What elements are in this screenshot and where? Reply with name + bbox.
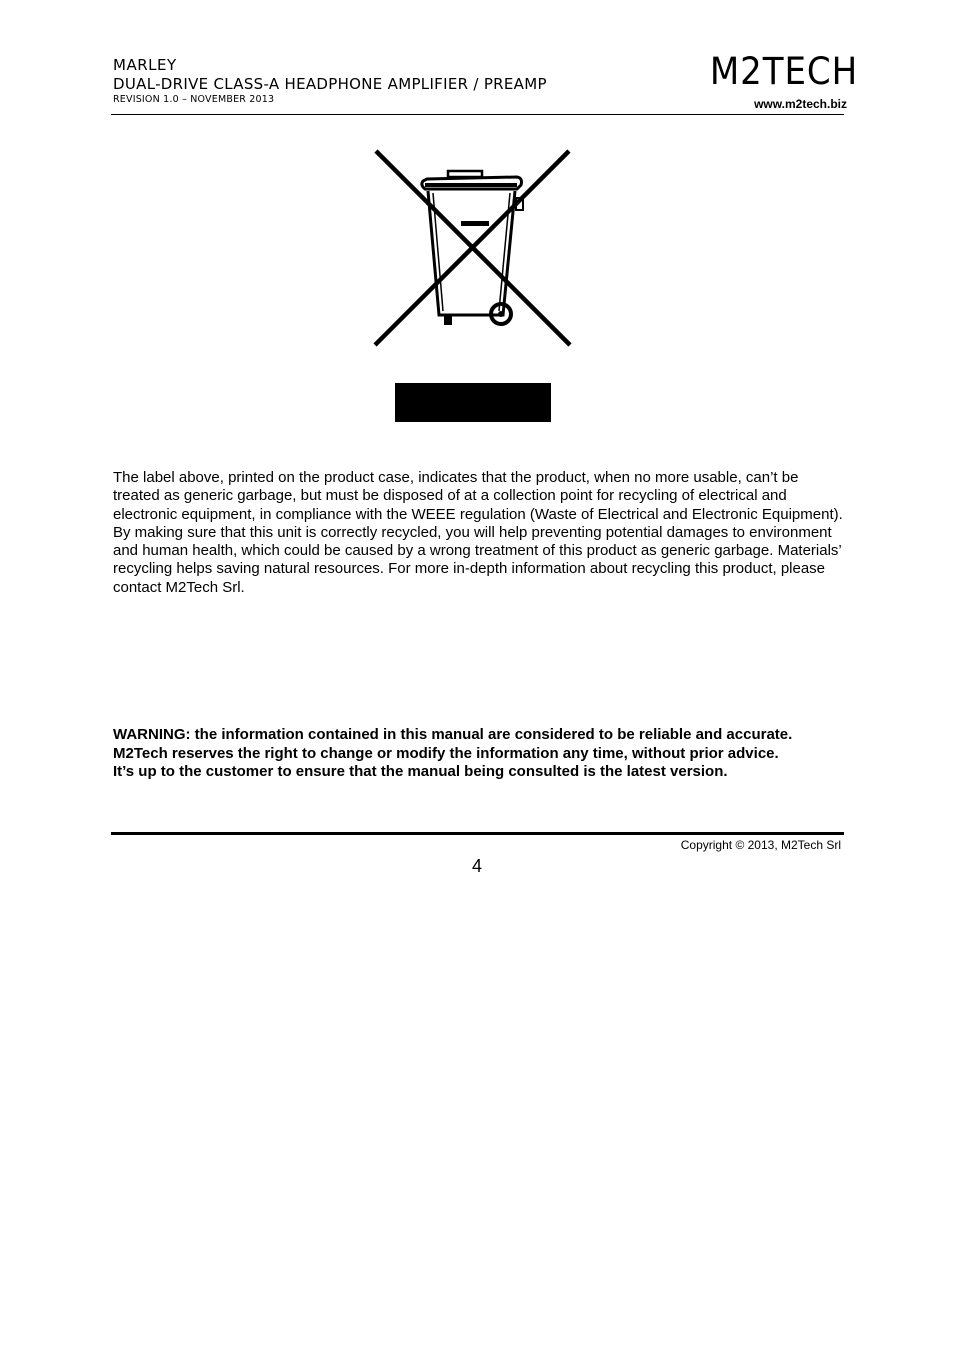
crossed-out-wheelie-bin-icon xyxy=(365,143,580,358)
header-rule xyxy=(111,114,844,115)
product-name: MARLEY xyxy=(113,56,177,74)
product-subtitle: DUAL-DRIVE CLASS-A HEADPHONE AMPLIFIER / PREAMP xyxy=(113,75,547,93)
website-url: www.m2tech.biz xyxy=(754,97,847,111)
warning-line-1: WARNING: the information contained in this manual are considered to be reliable and accurate. xyxy=(113,726,793,743)
document-header xyxy=(113,56,547,106)
recycling-notice xyxy=(113,469,843,597)
page-number: 4 xyxy=(471,856,482,876)
warning-line-3: It’s up to the customer to ensure that the manual being consulted is the latest version. xyxy=(113,763,728,781)
copyright-notice: Copyright © 2013, M2Tech Srl xyxy=(680,838,841,852)
recycling-paragraph-2: By making sure that this unit is correctly recycled, you will help preventing potential damages to environment and human health, which could be caused by a wrong treatment of this product as generic garbage. Materials’ recycling helps saving natural resources. For more in-depth information about recycling this product, please contact M2Tech Srl. xyxy=(113,523,842,596)
footer-rule xyxy=(111,832,844,835)
revision-line: REVISION 1.0 – NOVEMBER 2013 xyxy=(113,94,275,105)
weee-underline-bar xyxy=(395,383,551,422)
warning-line-2: M2Tech reserves the right to change or modify the information any time, without prior advice. xyxy=(113,744,779,762)
m2tech-logo: M2TECH xyxy=(709,50,858,93)
warning-notice xyxy=(113,726,853,782)
recycling-paragraph-1: The label above, printed on the product case, indicates that the product, when no more usable, can’t be treated as generic garbage, but must be disposed of at a collection point for recycling of electrical and electronic equipment, in compliance with the WEEE regulation (Waste of Electrical and Electronic Equipment). xyxy=(113,469,843,523)
